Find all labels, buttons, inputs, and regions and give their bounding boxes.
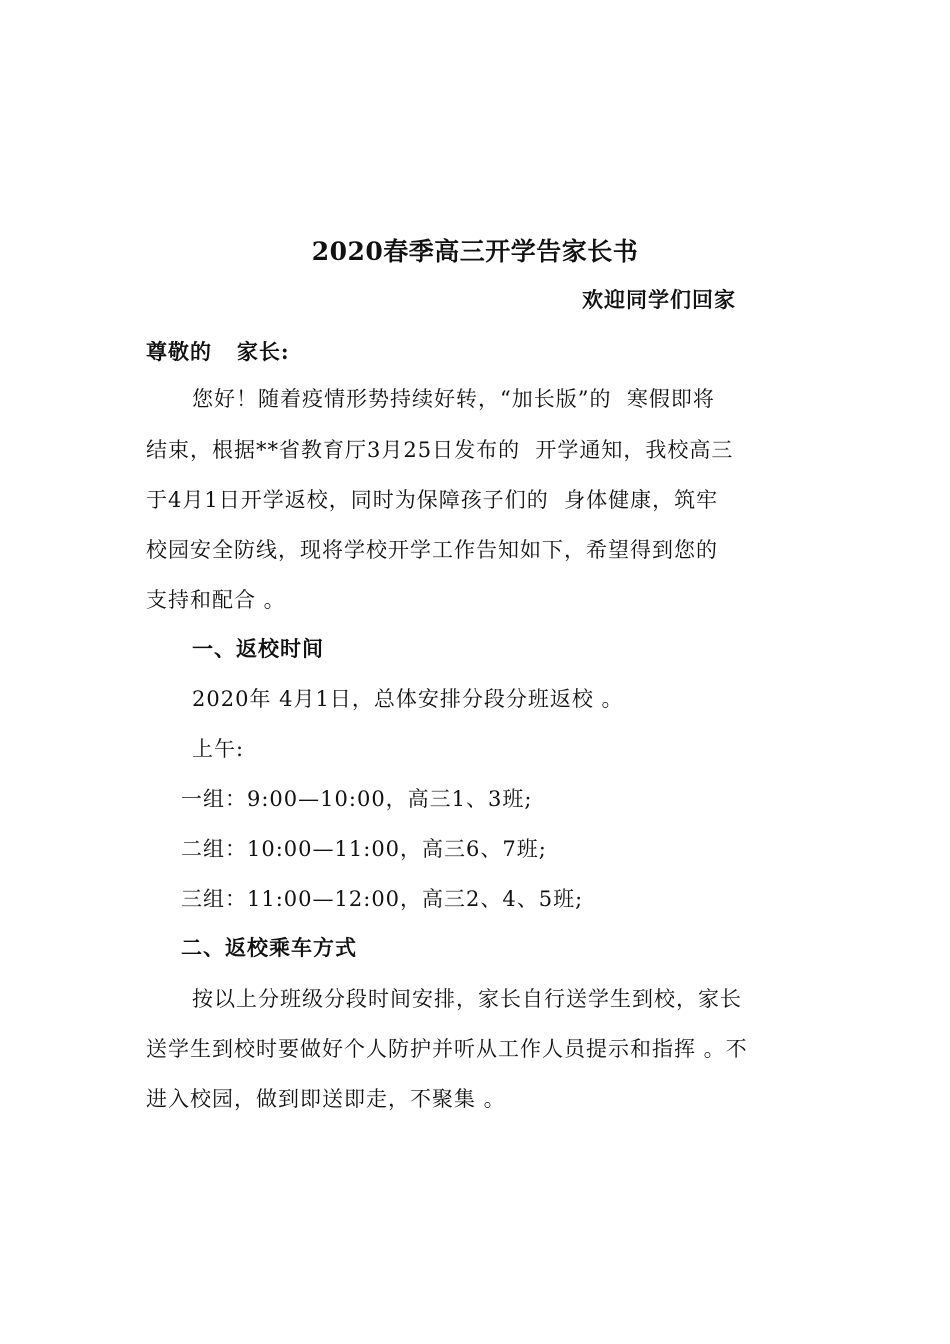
- intro-line: 支持和配合 。: [146, 588, 286, 612]
- intro-line: 结束，根据**省教育厅3月25日发布的 开学通知，我校高三: [146, 438, 734, 462]
- morning-label: 上午:: [192, 737, 245, 761]
- group-line: 三组：11:00—12:00，高三2、4、5班;: [181, 887, 584, 911]
- intro-line: 校园安全防线，现将学校开学工作告知如下，希望得到您的: [146, 538, 718, 562]
- body-line: 进入校园，做到即送即走，不聚集 。: [146, 1087, 506, 1111]
- document-title: 2020春季高三开学告家长书: [311, 237, 639, 266]
- body-line: 按以上分班级分段时间安排，家长自行送学生到校，家长: [192, 987, 742, 1011]
- section-heading: 二、返校乘车方式: [181, 935, 357, 960]
- intro-line: 您好！随着疫情形势持续好转，“加长版”的 寒假即将: [192, 387, 715, 411]
- body-line: 送学生到校时要做好个人防护并听从工作人员提示和指挥 。不: [146, 1037, 748, 1061]
- document-subtitle: 欢迎同学们回家: [582, 287, 736, 312]
- group-line: 一组：9:00—10:00，高三1、3班;: [181, 787, 533, 811]
- return-date-line: 2020年 4月1日，总体安排分段分班返校 。: [192, 687, 624, 711]
- group-line: 二组：10:00—11:00，高三6、7班;: [181, 837, 547, 861]
- section-heading: 一、返校时间: [192, 636, 324, 661]
- intro-line: 于4月1日开学返校，同时为保障孩子们的 身体健康，筑牢: [146, 488, 719, 512]
- salutation: 尊敬的 家长:: [146, 339, 290, 364]
